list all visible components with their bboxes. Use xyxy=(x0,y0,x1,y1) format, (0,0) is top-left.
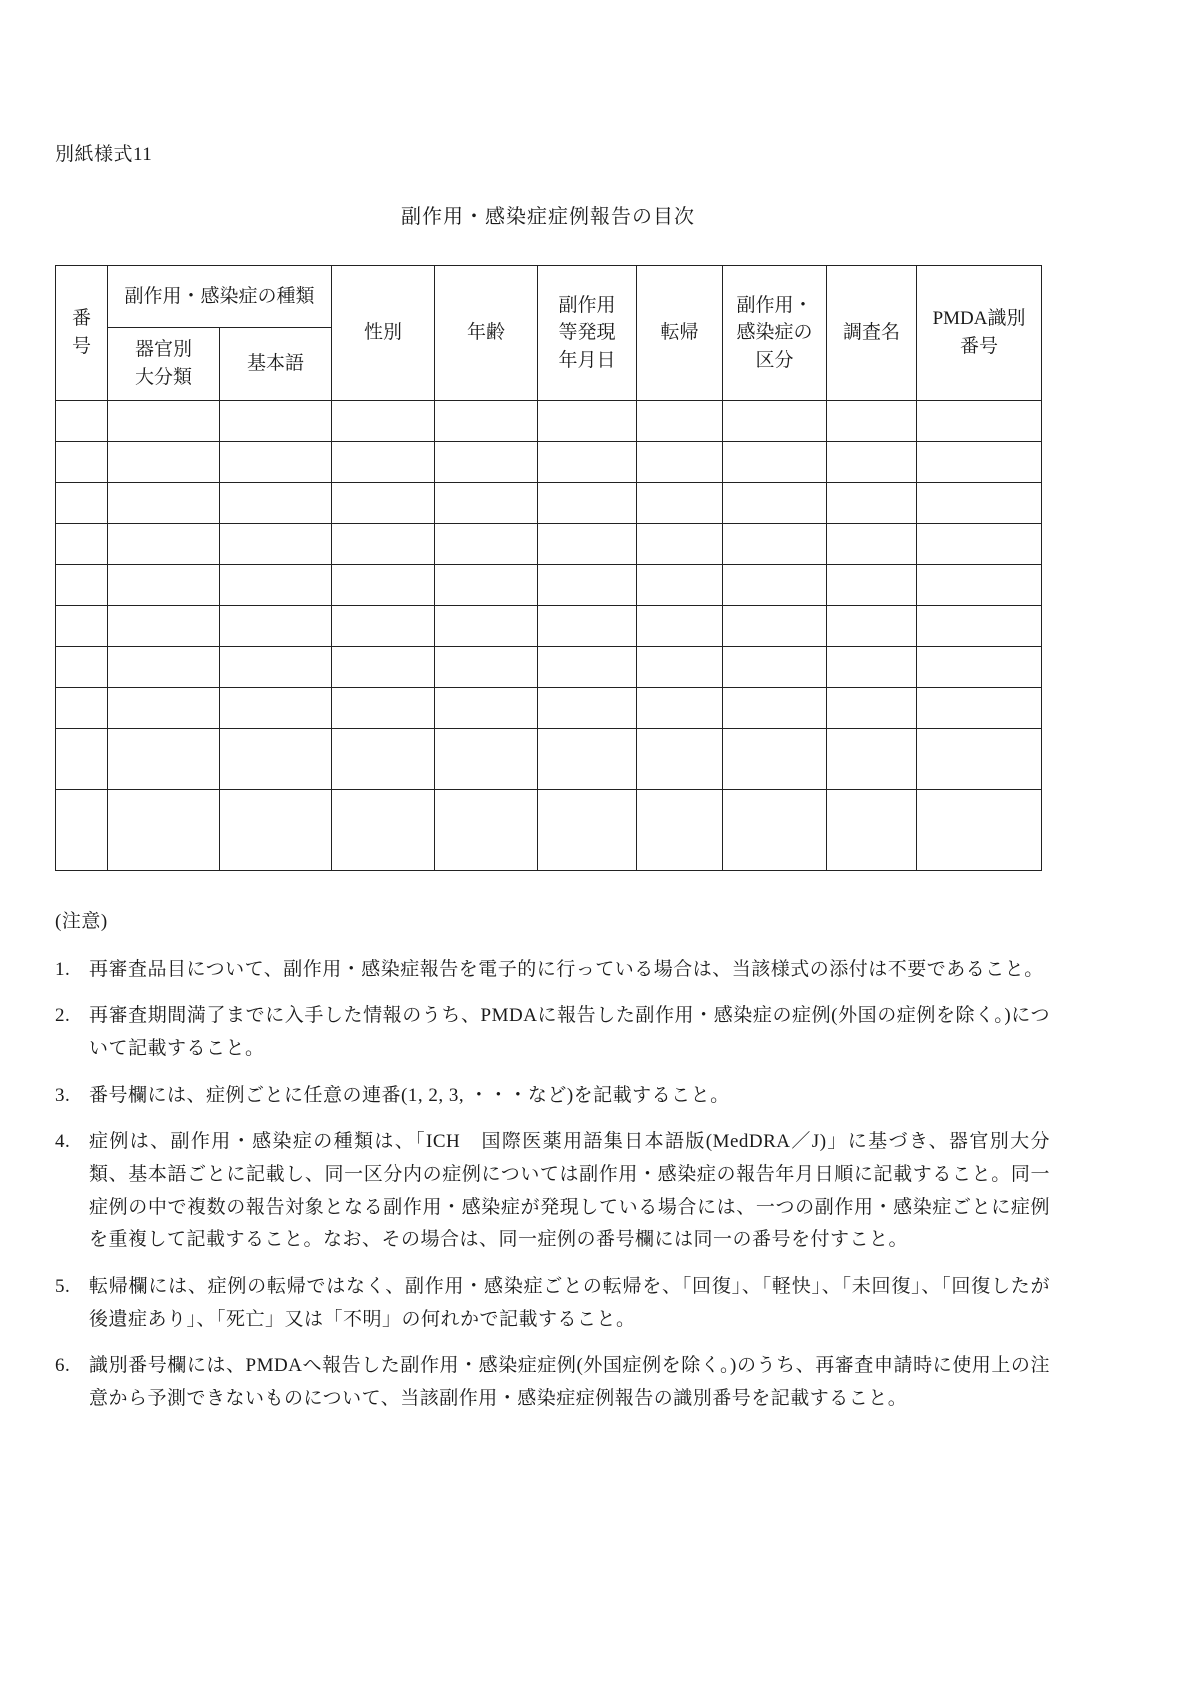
empty-cell xyxy=(220,688,332,729)
empty-cell xyxy=(332,483,435,524)
col-header-preferred-term: 基本語 xyxy=(220,328,332,401)
empty-cell xyxy=(56,688,108,729)
empty-row xyxy=(56,729,1042,790)
empty-cell xyxy=(56,790,108,871)
empty-cell xyxy=(56,565,108,606)
note-number: 5. xyxy=(55,1276,71,1298)
empty-cell xyxy=(538,729,637,790)
header-line: 番号 xyxy=(960,336,999,357)
col-header-type-group: 副作用・感染症の種類 xyxy=(108,266,332,328)
empty-cell xyxy=(917,729,1042,790)
empty-cell xyxy=(220,442,332,483)
empty-cell xyxy=(538,647,637,688)
empty-cell xyxy=(827,483,917,524)
empty-cell xyxy=(108,790,220,871)
empty-cell xyxy=(723,688,827,729)
note-item xyxy=(55,1350,1050,1415)
empty-row xyxy=(56,790,1042,871)
empty-cell xyxy=(108,483,220,524)
empty-cell xyxy=(723,524,827,565)
empty-cell xyxy=(723,790,827,871)
empty-cell xyxy=(220,647,332,688)
empty-cell xyxy=(332,401,435,442)
empty-cell xyxy=(56,606,108,647)
empty-cell xyxy=(220,790,332,871)
empty-cell xyxy=(220,565,332,606)
note-text: 識別番号欄には、PMDAへ報告した副作用・感染症症例(外国症例を除く。)のうち、再審査申請時に使用上の注意から予測できないものについて、当該副作用・感染症症例報告の識別番号を記載すること。 xyxy=(89,1355,1050,1410)
col-header-outcome: 転帰 xyxy=(637,266,723,401)
empty-cell xyxy=(332,688,435,729)
header-line: 器官別 xyxy=(134,339,192,361)
note-number: 1. xyxy=(55,958,71,980)
empty-cell xyxy=(332,606,435,647)
empty-cell xyxy=(538,565,637,606)
empty-cell xyxy=(538,790,637,871)
empty-cell xyxy=(108,442,220,483)
empty-cell xyxy=(637,606,723,647)
col-header-age: 年齢 xyxy=(435,266,538,401)
empty-cell xyxy=(56,483,108,524)
note-number: 2. xyxy=(55,1005,71,1027)
empty-cell xyxy=(723,401,827,442)
empty-row xyxy=(56,524,1042,565)
empty-cell xyxy=(56,647,108,688)
empty-cell xyxy=(538,688,637,729)
empty-cell xyxy=(108,729,220,790)
empty-cell xyxy=(637,483,723,524)
empty-cell xyxy=(723,647,827,688)
empty-row xyxy=(56,565,1042,606)
empty-cell xyxy=(917,606,1042,647)
empty-row xyxy=(56,688,1042,729)
empty-cell xyxy=(723,442,827,483)
header-line: 号 xyxy=(71,336,91,357)
empty-cell xyxy=(332,790,435,871)
empty-cell xyxy=(435,524,538,565)
empty-cell xyxy=(108,647,220,688)
col-header-survey-name: 調査名 xyxy=(827,266,917,401)
empty-cell xyxy=(538,606,637,647)
table-body xyxy=(56,401,1042,871)
empty-cell xyxy=(332,729,435,790)
empty-cell xyxy=(538,401,637,442)
empty-cell xyxy=(435,565,538,606)
empty-cell xyxy=(56,729,108,790)
notes-heading: (注意) xyxy=(55,911,108,932)
empty-cell xyxy=(220,524,332,565)
col-header-category xyxy=(723,266,827,401)
col-header-number xyxy=(56,266,108,401)
empty-cell xyxy=(108,688,220,729)
empty-cell xyxy=(827,524,917,565)
header-line: 副作用・ xyxy=(736,294,813,316)
empty-cell xyxy=(637,729,723,790)
col-header-pmda-id xyxy=(917,266,1042,401)
empty-cell xyxy=(108,401,220,442)
col-header-sex: 性別 xyxy=(332,266,435,401)
empty-cell xyxy=(108,565,220,606)
empty-cell xyxy=(435,606,538,647)
empty-cell xyxy=(723,606,827,647)
empty-cell xyxy=(917,790,1042,871)
empty-cell xyxy=(637,647,723,688)
note-item xyxy=(55,1080,1050,1113)
note-text: 転帰欄には、症例の転帰ではなく、副作用・感染症ごとの転帰を、「回復」、「軽快」、「未回復」、「回復したが後遺症あり」、「死亡」又は「不明」の何れかで記載すること。 xyxy=(89,1276,1050,1330)
note-text: 症例は、副作用・感染症の種類は、「ICH 国際医薬用語集日本語版(MedDRA／J)」に基づき、器官別大分類、基本語ごとに記載し、同一区分内の症例については副作用・感染症の報告年月日順に記載すること。同一症例の中で複数の報告対象となる副作用・感染症が発現している場合には、一つの副作用・感染症ごとに症例を重複して記載すること。なお、その場合は、同一症例の番号欄には同一の番号を付すこと。 xyxy=(89,1131,1050,1251)
note-number: 4. xyxy=(55,1131,71,1153)
empty-cell xyxy=(917,647,1042,688)
empty-cell xyxy=(220,606,332,647)
empty-cell xyxy=(332,442,435,483)
empty-row xyxy=(56,606,1042,647)
empty-row xyxy=(56,647,1042,688)
empty-cell xyxy=(637,524,723,565)
header-line: 年月日 xyxy=(558,349,616,371)
note-item xyxy=(55,1126,1050,1257)
empty-cell xyxy=(108,524,220,565)
form-label: 別紙様式11 xyxy=(55,144,153,165)
empty-cell xyxy=(435,688,538,729)
header-line: 大分類 xyxy=(134,367,192,388)
empty-cell xyxy=(827,729,917,790)
empty-cell xyxy=(637,790,723,871)
empty-cell xyxy=(917,524,1042,565)
empty-cell xyxy=(637,688,723,729)
empty-cell xyxy=(723,483,827,524)
note-number: 6. xyxy=(55,1355,71,1377)
empty-cell xyxy=(827,688,917,729)
empty-cell xyxy=(723,729,827,790)
empty-cell xyxy=(435,729,538,790)
header-line: 番 xyxy=(71,308,91,330)
empty-cell xyxy=(220,401,332,442)
empty-cell xyxy=(538,442,637,483)
empty-cell xyxy=(917,442,1042,483)
empty-cell xyxy=(56,442,108,483)
note-item xyxy=(55,954,1050,987)
empty-cell xyxy=(332,565,435,606)
header-line: 副作用 xyxy=(558,294,616,316)
note-text: 番号欄には、症例ごとに任意の連番(1, 2, 3, ・・・など)を記載すること。 xyxy=(89,1084,730,1106)
header-line: PMDA識別 xyxy=(932,308,1026,330)
empty-cell xyxy=(637,565,723,606)
empty-cell xyxy=(332,524,435,565)
empty-cell xyxy=(917,483,1042,524)
note-item xyxy=(55,1000,1050,1065)
col-header-onset-date xyxy=(538,266,637,401)
empty-cell xyxy=(917,565,1042,606)
empty-cell xyxy=(917,688,1042,729)
header-line: 感染症の xyxy=(736,322,813,344)
empty-cell xyxy=(917,401,1042,442)
empty-cell xyxy=(723,565,827,606)
empty-cell xyxy=(827,401,917,442)
notes-section xyxy=(55,906,1050,1430)
empty-row xyxy=(56,483,1042,524)
empty-cell xyxy=(637,401,723,442)
empty-cell xyxy=(56,401,108,442)
note-number: 3. xyxy=(55,1084,71,1106)
col-header-organ-class xyxy=(108,328,220,401)
note-text: 再審査品目について、副作用・感染症報告を電子的に行っている場合は、当該様式の添付は不要であること。 xyxy=(89,958,1044,980)
empty-cell xyxy=(538,524,637,565)
empty-cell xyxy=(827,647,917,688)
note-text: 再審査期間満了までに入手した情報のうち、PMDAに報告した副作用・感染症の症例(外国の症例を除く。)について記載すること。 xyxy=(89,1005,1050,1060)
empty-cell xyxy=(827,606,917,647)
empty-cell xyxy=(108,606,220,647)
empty-cell xyxy=(538,483,637,524)
header-line: 等発現 xyxy=(558,322,616,344)
page-title: 副作用・感染症症例報告の目次 xyxy=(401,206,695,228)
note-item xyxy=(55,1271,1050,1336)
empty-cell xyxy=(435,442,538,483)
empty-cell xyxy=(435,790,538,871)
empty-row xyxy=(56,401,1042,442)
empty-cell xyxy=(435,647,538,688)
header-line: 区分 xyxy=(755,349,794,371)
empty-cell xyxy=(637,442,723,483)
empty-cell xyxy=(56,524,108,565)
empty-cell xyxy=(220,483,332,524)
empty-cell xyxy=(827,442,917,483)
empty-cell xyxy=(220,729,332,790)
empty-cell xyxy=(332,647,435,688)
empty-cell xyxy=(827,790,917,871)
empty-cell xyxy=(827,565,917,606)
empty-row xyxy=(56,442,1042,483)
empty-cell xyxy=(435,401,538,442)
case-report-table xyxy=(55,265,1042,871)
empty-cell xyxy=(435,483,538,524)
